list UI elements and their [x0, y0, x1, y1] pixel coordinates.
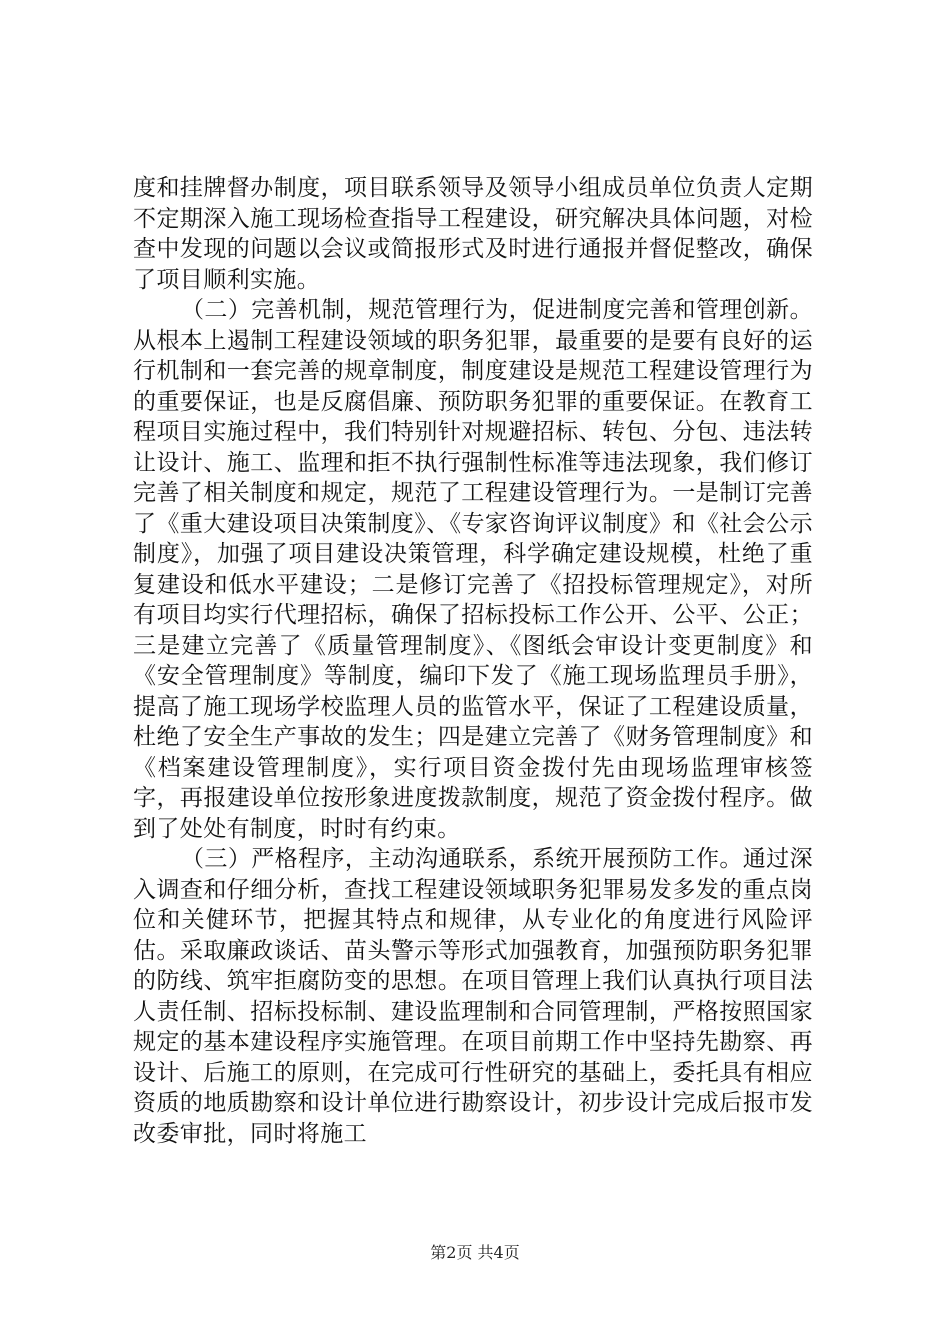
paragraph-section-two: （二）完善机制，规范管理行为，促进制度完善和管理创新。从根本上遏制工程建设领域的职务犯罪，最重要的是要有良好的运行机制和一套完善的规章制度，制度建设是规范工程建设管理行为的重要保证，也是反腐倡廉、预防职务犯罪的重要保证。在教育工程项目实施过程中，我们特别针对规避招标、转包、分包、违法转让设计、施工、监理和拒不执行强制性标准等违法现象，我们修订完善了相关制度和规定，规范了工程建设管理行为。一是制订完善了《重大建设项目决策制度》、《专家咨询评议制度》和《社会公示制度》，加强了项目建设决策管理，科学确定建设规模，杜绝了重复建设和低水平建设；二是修订完善了《招投标管理规定》，对所有项目均实行代理招标，确保了招标投标工作公开、公平、公正；三是建立完善了《质量管理制度》、《图纸会审设计变更制度》和《安全管理制度》等制度，编印下发了《施工现场监理员手册》，提高了施工现场学校监理人员的监管水平，保证了工程建设质量，杜绝了安全生产事故的发生；四是建立完善了《财务管理制度》和《档案建设管理制度》，实行项目资金拨付先由现场监理审核签字，再报建设单位按形象进度拨款制度，规范了资金拨付程序。做到了处处有制度，时时有约束。 — [133, 297, 813, 842]
document-body — [133, 173, 813, 1149]
paragraph-section-three: （三）严格程序，主动沟通联系，系统开展预防工作。通过深入调查和仔细分析，查找工程建设领域职务犯罪易发多发的重点岗位和关健环节，把握其特点和规律，从专业化的角度进行风险评估。采取廉政谈话、苗头警示等形式加强教育，加强预防职务犯罪的防线、筑牢拒腐防变的思想。在项目管理上我们认真执行项目法人责任制、招标投标制、建设监理制和合同管理制，严格按照国家规定的基本建设程序实施管理。在项目前期工作中坚持先勘察、再设计、后施工的原则，在完成可行性研究的基础上，委托具有相应资质的地质勘察和设计单位进行勘察设计，初步设计完成后报市发改委审批，同时将施工 — [133, 846, 813, 1147]
paragraph-continuation: 度和挂牌督办制度，项目联系领导及领导小组成员单位负责人定期不定期深入施工现场检查指导工程建设，研究解决具体问题，对检查中发现的问题以会议或简报形式及时进行通报并督促整改，确保了项目顺利实施。 — [133, 175, 813, 293]
page-footer: 第2页 共4页 — [430, 1243, 520, 1262]
